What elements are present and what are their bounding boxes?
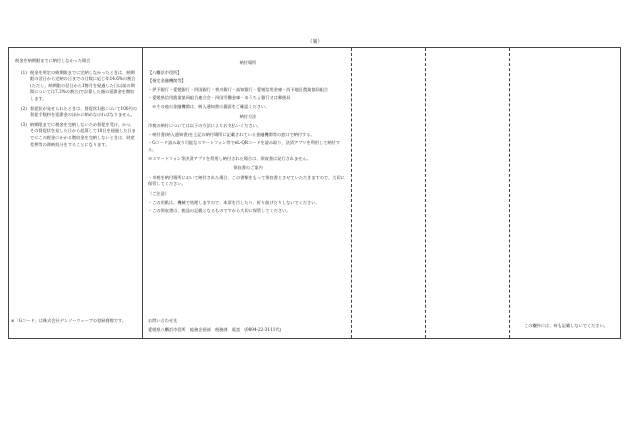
receipt-text: ・市税を納付場所において納付された場合、この書類をもって領収書とさせていただきますので、大切に保管してください。 <box>148 174 345 187</box>
receipt-heading: 領収書のご案内 <box>233 165 263 171</box>
middle-column <box>148 57 348 217</box>
contact-text: 愛媛県八幡浜市役所 総務企画部 税務課 電話 (0894-22-3111代) <box>148 326 282 332</box>
list-item-text: 税金を所定の納期限までに完納しなかったときは、納期限の翌日から完納の日までの日数に応じ年14.6%の割合(ただし、納期限の翌日から1箇月を経過した日以前の期間については7.3%の割合)で計算した額の延滞金を徴収します。 <box>30 69 136 101</box>
caution-item: ・この用紙は、機械で処理しますので、本票を汚したり、折り曲げたりしないでください。 <box>148 199 320 205</box>
list-item-number: (2) <box>21 105 27 111</box>
method-note: ※スマートフォン等決済アプリを利用し納付された場合は、領収書は発行されません。 <box>148 155 311 161</box>
contact-block <box>148 318 348 335</box>
list-item <box>15 106 137 119</box>
caution-heading: （ご注意） <box>148 190 169 196</box>
list-item-text: 納期限までに税金を完納しないため督促を受け、かつ、その督促状を発した日から起算して10日を経過した日までにこの税金にかかる徴収金を完納しないときは、財産差押等の滞納処分をすることになります。 <box>30 121 136 147</box>
divider-dash-2 <box>425 48 426 338</box>
method-item: ・納付書(納入通知書)を上記の納付場所に記載されている金融機関等の窓口で納付する。 <box>148 131 315 137</box>
method-item: ・Gコード読み取り可能なスマートフォン等でeL-QRコードを読み取り、決済アプリを利用して納付する。 <box>148 140 340 152</box>
list-item-text: 督促状が発せられたときは、督促状1通について100円の督促手数料を延滞金のほかに納めなければなりません。 <box>30 105 137 118</box>
list-item <box>15 122 137 148</box>
page-header: （裏） <box>307 39 323 45</box>
list-item-number: (1) <box>21 69 27 75</box>
bank-list-item: ・愛媛県信用漁業協同組合連合会・四国労働金庫・ゆうちょ銀行又は郵便局 <box>148 95 291 101</box>
place-heading: 納付場所 <box>239 60 257 65</box>
left-heading: 税金を納期限までに納付しなかった場合 <box>15 58 91 63</box>
list-item-number: (3) <box>21 121 27 127</box>
designated-heading: 【指定金融機関等】 <box>148 78 186 84</box>
method-intro: 市税の納付については以下の方法によりお支払いください。 <box>148 123 261 129</box>
right-column-note: この欄外には、何も記載しないでください。 <box>524 323 608 328</box>
divider-dash-3 <box>509 48 510 338</box>
contact-heading: お問い合わせ先 <box>148 318 178 323</box>
list-item <box>15 70 137 103</box>
document-sheet <box>8 47 621 339</box>
divider-left <box>142 48 143 338</box>
bank-note: ※その他の金融機関は、納入通知書の裏面をご確認ください。 <box>152 103 270 109</box>
caution-item: ・この領収書は、税品の記載となるものですから大切に保管してください。 <box>148 208 291 214</box>
bank-list-item: ・伊予銀行・愛媛銀行・四国銀行・香川銀行・高知銀行・愛媛信用金庫・西予地区農業協同組合 <box>148 86 329 92</box>
footnote-gcode: ※「Gコード」は株式会社デンソーウェーブの登録商標です。 <box>11 318 126 323</box>
bank-heading: 【八幡浜市役所】 <box>148 69 182 75</box>
method-heading: 納付方法 <box>239 113 257 119</box>
divider-dash-1 <box>351 48 352 338</box>
left-column <box>15 58 137 151</box>
